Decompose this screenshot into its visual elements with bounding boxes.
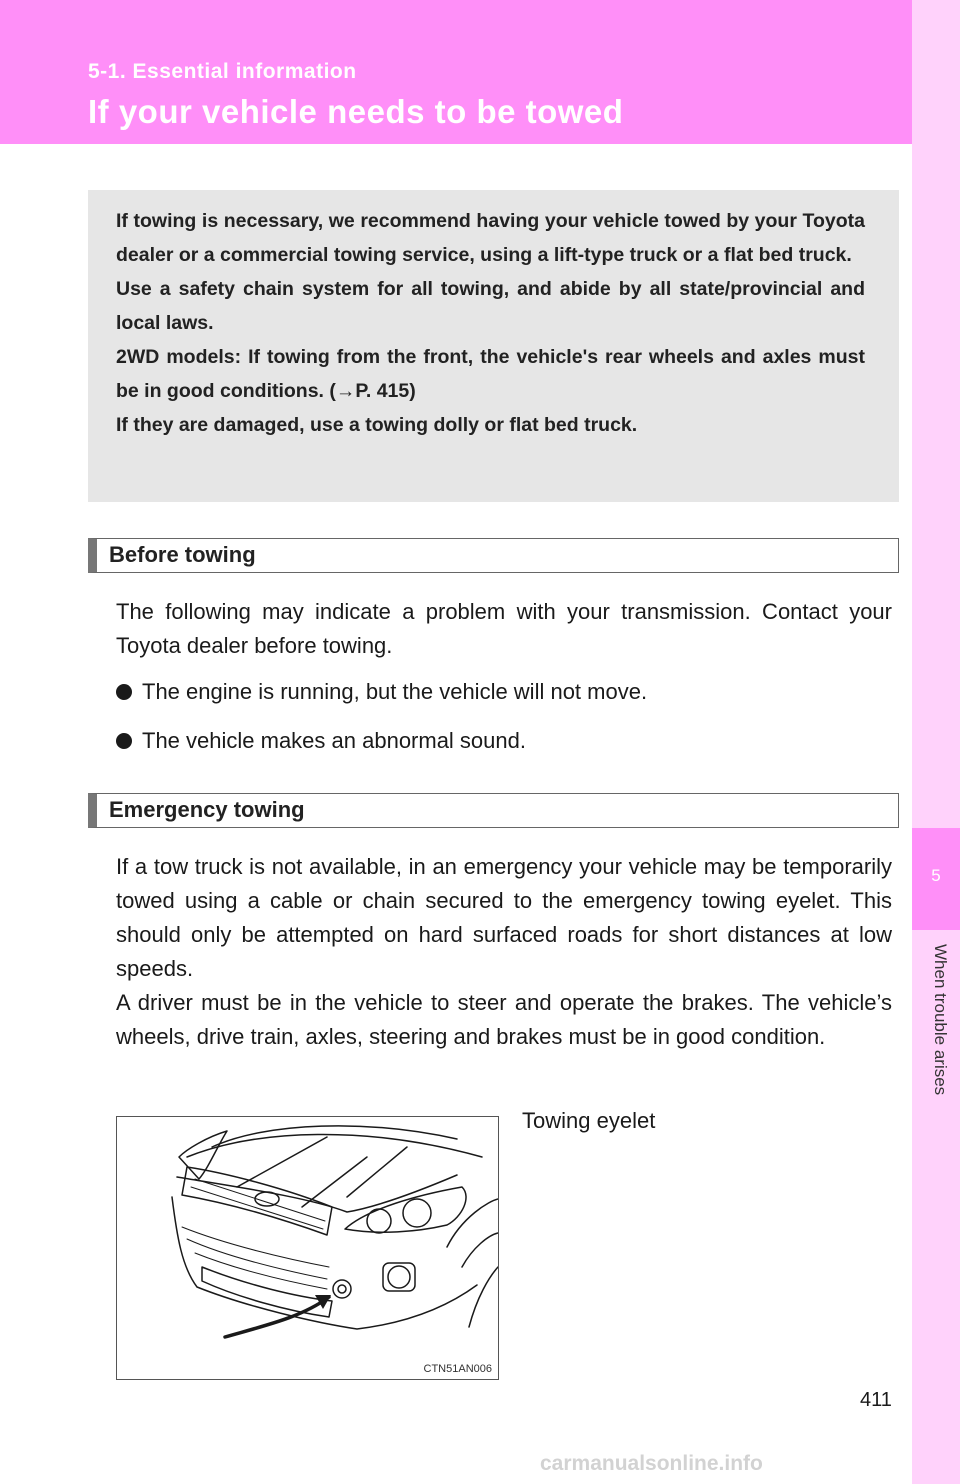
bullet-text: The engine is running, but the vehicle will not move. [142, 679, 648, 704]
intro-line: 2WD models: If towing from the front, the vehicle's rear wheels and axles must be in good conditions. (→P. 415) [116, 346, 865, 402]
intro-line: If they are damaged, use a towing dolly or flat bed truck. [116, 414, 638, 436]
bullet-item [116, 679, 647, 705]
before-towing-text: The following may indicate a problem with your transmission. Contact your Toyota dealer before towing. [116, 599, 892, 658]
bullet-item [116, 728, 526, 754]
page-title: If your vehicle needs to be towed [88, 93, 624, 130]
emergency-towing-paragraph: A driver must be in the vehicle to steer and operate the brakes. The vehicle’s wheels, drive train, axles, steering and brakes must be in good condition. [116, 990, 892, 1049]
side-tab-number: 5 [931, 866, 941, 885]
vehicle-front-illustration [117, 1117, 498, 1379]
intro-box [88, 190, 899, 502]
figure-code: CTN51AN006 [423, 1363, 492, 1375]
emergency-towing-heading-text: Emergency towing [109, 797, 305, 822]
intro-line: If towing is necessary, we recommend having your vehicle towed by your Toyota dealer or a commercial towing service, using a lift-type truck or a flat bed truck. [116, 210, 865, 266]
bullet-icon [116, 684, 132, 700]
emergency-towing-paragraph: If a tow truck is not available, in an emergency your vehicle may be temporarily towed using a cable or chain secured to the emergency towing eyelet. This should only be attempted on hard surfaced roads for short distances at low speeds. [116, 854, 892, 981]
towing-eyelet-callout: Towing eyelet [522, 1108, 656, 1133]
bullet-icon [116, 733, 132, 749]
watermark: carmanualsonline.info [540, 1452, 763, 1475]
before-towing-heading [88, 538, 899, 573]
towing-eyelet-figure [116, 1116, 499, 1380]
intro-line: Use a safety chain system for all towing, and abide by all state/provincial and local laws. [116, 278, 865, 334]
side-tab-label: When trouble arises [931, 944, 950, 1096]
side-tab [912, 0, 960, 1484]
before-towing-heading-text: Before towing [109, 542, 256, 567]
page-number: 411 [860, 1389, 892, 1411]
section-label: 5-1. Essential information [88, 60, 357, 83]
bullet-text: The vehicle makes an abnormal sound. [142, 728, 526, 753]
emergency-towing-heading [88, 793, 899, 828]
